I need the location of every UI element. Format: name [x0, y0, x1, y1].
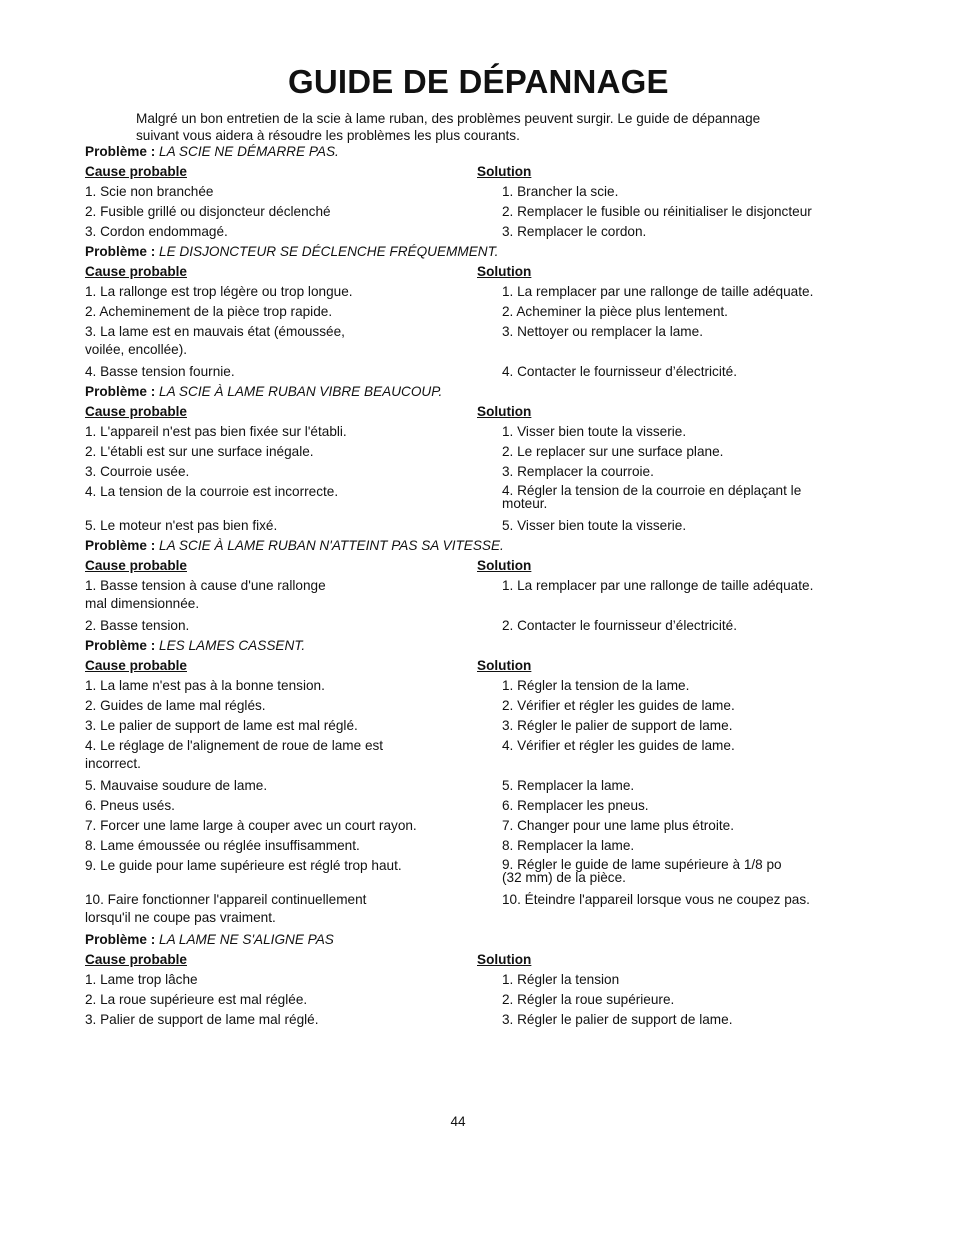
solution-column-header	[477, 658, 855, 674]
solution-line: 4. Contacter le fournisseur d’électricité.	[502, 364, 737, 379]
table-row	[85, 816, 855, 836]
table-row	[85, 736, 855, 756]
cause-cell	[85, 284, 477, 300]
cause-text: 6. Pneus usés.	[85, 798, 175, 813]
solution-header: Solution	[477, 952, 532, 967]
solution-line: 1. Brancher la scie.	[502, 184, 619, 199]
solution-line: 1. Régler la tension de la lame.	[502, 678, 690, 693]
intro-paragraph	[136, 110, 826, 144]
table-row	[85, 616, 855, 636]
solution-text	[502, 184, 855, 200]
table-row-continuation	[85, 756, 855, 776]
cause-text: 2. La roue supérieure est mal réglée.	[85, 992, 308, 1007]
solution-line: 2. Vérifier et régler les guides de lame.	[502, 698, 735, 713]
solution-line: 1. Régler la tension	[502, 972, 620, 987]
solution-line: 5. Visser bien toute la visserie.	[502, 518, 687, 533]
problem-section	[85, 382, 855, 536]
column-header-row	[85, 950, 855, 970]
problem-line	[85, 636, 855, 656]
cause-text: 2. Guides de lame mal réglés.	[85, 698, 266, 713]
cause-text: 4. La tension de la courroie est incorrecte.	[85, 484, 339, 499]
solution-cell	[477, 284, 855, 300]
solution-cell	[477, 778, 855, 794]
cause-column-header	[85, 404, 477, 420]
table-row	[85, 202, 855, 222]
problem-text: LA SCIE À LAME RUBAN VIBRE BEAUCOUP.	[159, 384, 443, 399]
solution-text	[502, 518, 855, 534]
table-row	[85, 182, 855, 202]
cause-text: 4. Basse tension fournie.	[85, 364, 235, 379]
solution-text	[502, 1012, 855, 1028]
cause-cell	[85, 484, 477, 500]
table-row	[85, 516, 855, 536]
table-row	[85, 322, 855, 342]
solution-cell	[477, 518, 855, 534]
solution-line: 8. Remplacer la lame.	[502, 838, 635, 853]
solution-line: 1. La remplacer par une rallonge de taille adéquate.	[502, 284, 814, 299]
cause-text: mal dimensionnée.	[85, 596, 200, 611]
cause-cell	[85, 324, 477, 340]
table-row	[85, 776, 855, 796]
solution-cell	[477, 798, 855, 814]
solution-text	[502, 678, 855, 694]
solution-cell	[477, 484, 855, 510]
problem-line	[85, 142, 855, 162]
solution-header: Solution	[477, 658, 532, 673]
cause-cell	[85, 224, 477, 240]
problem-text: LA LAME NE S'ALIGNE PAS	[159, 932, 334, 947]
solution-header: Solution	[477, 164, 532, 179]
table-row	[85, 362, 855, 382]
column-header-row	[85, 402, 855, 422]
cause-header: Cause probable	[85, 558, 187, 573]
cause-text: 1. La lame n'est pas à la bonne tension.	[85, 678, 325, 693]
solution-cell	[477, 304, 855, 320]
problem-line	[85, 930, 855, 950]
solution-cell	[477, 858, 855, 884]
problem-section	[85, 930, 855, 1030]
cause-text: 9. Le guide pour lame supérieure est réglé trop haut.	[85, 858, 402, 873]
problem-text: LE DISJONCTEUR SE DÉCLENCHE FRÉQUEMMENT.	[159, 244, 499, 259]
cause-cell	[85, 910, 477, 926]
table-row-continuation	[85, 342, 855, 362]
solution-text	[502, 892, 855, 908]
solution-line: 1. La remplacer par une rallonge de taille adéquate.	[502, 578, 814, 593]
table-row	[85, 442, 855, 462]
cause-cell	[85, 342, 477, 358]
cause-cell	[85, 618, 477, 634]
problem-label: Problème :	[85, 638, 160, 653]
solution-text	[502, 838, 855, 854]
cause-cell	[85, 778, 477, 794]
cause-cell	[85, 424, 477, 440]
cause-text: 2. Fusible grillé ou disjoncteur déclenché	[85, 204, 331, 219]
troubleshooting-table	[85, 142, 855, 1030]
cause-cell	[85, 892, 477, 908]
cause-cell	[85, 738, 477, 754]
solution-cell	[477, 424, 855, 440]
solution-line: 10. Éteindre l'appareil lorsque vous ne coupez pas.	[502, 892, 810, 907]
solution-cell	[477, 992, 855, 1008]
cause-cell	[85, 698, 477, 714]
cause-cell	[85, 304, 477, 320]
cause-cell	[85, 718, 477, 734]
solution-text	[502, 224, 855, 240]
cause-text: 5. Le moteur n'est pas bien fixé.	[85, 518, 278, 533]
cause-text: 3. Palier de support de lame mal réglé.	[85, 1012, 319, 1027]
problem-text: LES LAMES CASSENT.	[159, 638, 306, 653]
cause-cell	[85, 678, 477, 694]
solution-line: 7. Changer pour une lame plus étroite.	[502, 818, 734, 833]
solution-line: 1. Visser bien toute la visserie.	[502, 424, 687, 439]
problem-section	[85, 536, 855, 636]
solution-line: 4. Régler la tension de la courroie en déplaçant le	[502, 483, 802, 498]
table-row	[85, 856, 855, 890]
solution-text	[502, 972, 855, 988]
solution-text	[502, 818, 855, 834]
table-row	[85, 462, 855, 482]
problem-text: LA SCIE NE DÉMARRE PAS.	[159, 144, 339, 159]
cause-text: 1. Basse tension à cause d'une rallonge	[85, 578, 326, 593]
solution-text	[502, 284, 855, 300]
table-row	[85, 222, 855, 242]
solution-line: 3. Régler le palier de support de lame.	[502, 1012, 733, 1027]
cause-text: incorrect.	[85, 756, 141, 771]
cause-text: 1. L'appareil n'est pas bien fixée sur l'établi.	[85, 424, 347, 439]
cause-text: 3. Courroie usée.	[85, 464, 190, 479]
solution-text	[502, 618, 855, 634]
cause-column-header	[85, 164, 477, 180]
problem-line	[85, 242, 855, 262]
problem-section	[85, 142, 855, 242]
cause-header: Cause probable	[85, 952, 187, 967]
solution-line: 3. Remplacer la courroie.	[502, 464, 654, 479]
solution-cell	[477, 1012, 855, 1028]
table-row	[85, 716, 855, 736]
table-row	[85, 302, 855, 322]
solution-line: 9. Régler le guide de lame supérieure à 1/8 po	[502, 857, 782, 872]
cause-text: 2. Acheminement de la pièce trop rapide.	[85, 304, 333, 319]
problem-line	[85, 536, 855, 556]
cause-cell	[85, 972, 477, 988]
cause-cell	[85, 464, 477, 480]
solution-header: Solution	[477, 404, 532, 419]
solution-line: (32 mm) de la pièce.	[502, 870, 626, 885]
table-row	[85, 990, 855, 1010]
cause-column-header	[85, 264, 477, 280]
table-row	[85, 836, 855, 856]
solution-column-header	[477, 264, 855, 280]
cause-text: 1. Lame trop lâche	[85, 972, 198, 987]
table-row	[85, 890, 855, 910]
solution-line: moteur.	[502, 496, 548, 511]
solution-text	[502, 444, 855, 460]
cause-cell	[85, 992, 477, 1008]
intro-line: Malgré un bon entretien de la scie à lame ruban, des problèmes peuvent surgir. Le guide de dépannage	[136, 111, 761, 126]
cause-cell	[85, 1012, 477, 1028]
table-row	[85, 422, 855, 442]
column-header-row	[85, 656, 855, 676]
solution-line: 2. Le replacer sur une surface plane.	[502, 444, 724, 459]
table-row	[85, 970, 855, 990]
cause-text: 3. La lame est en mauvais état (émoussée,	[85, 324, 345, 339]
solution-text	[502, 484, 855, 510]
page-number: 44	[450, 1114, 466, 1129]
column-header-row	[85, 162, 855, 182]
cause-header: Cause probable	[85, 264, 187, 279]
table-row	[85, 676, 855, 696]
cause-cell	[85, 518, 477, 534]
solution-cell	[477, 892, 855, 908]
cause-text: 1. Scie non branchée	[85, 184, 214, 199]
solution-line: 2. Contacter le fournisseur d’électricité.	[502, 618, 737, 633]
solution-text	[502, 778, 855, 794]
solution-cell	[477, 698, 855, 714]
solution-line: 2. Acheminer la pièce plus lentement.	[502, 304, 728, 319]
cause-cell	[85, 578, 477, 594]
page-title: GUIDE DE DÉPANNAGE	[288, 63, 669, 100]
solution-header: Solution	[477, 558, 532, 573]
problem-label: Problème :	[85, 538, 160, 553]
problem-label: Problème :	[85, 384, 160, 399]
cause-text: 2. Basse tension.	[85, 618, 190, 633]
table-row	[85, 282, 855, 302]
cause-column-header	[85, 558, 477, 574]
cause-column-header	[85, 658, 477, 674]
solution-text	[502, 204, 855, 220]
table-row-continuation	[85, 910, 855, 930]
solution-line: 3. Nettoyer ou remplacer la lame.	[502, 324, 703, 339]
cause-cell	[85, 444, 477, 460]
solution-cell	[477, 678, 855, 694]
solution-text	[502, 698, 855, 714]
cause-text: lorsqu'il ne coupe pas vraiment.	[85, 910, 276, 925]
problem-section	[85, 242, 855, 382]
cause-cell	[85, 838, 477, 854]
solution-line: 4. Vérifier et régler les guides de lame.	[502, 738, 735, 753]
solution-line: 6. Remplacer les pneus.	[502, 798, 649, 813]
intro-line: suivant vous aidera à résoudre les problèmes les plus courants.	[136, 128, 520, 143]
problem-label: Problème :	[85, 144, 160, 159]
solution-cell	[477, 464, 855, 480]
table-row	[85, 482, 855, 516]
cause-cell	[85, 204, 477, 220]
solution-cell	[477, 184, 855, 200]
solution-cell	[477, 738, 855, 754]
cause-header: Cause probable	[85, 164, 187, 179]
cause-text: 1. La rallonge est trop légère ou trop longue.	[85, 284, 353, 299]
cause-text: 5. Mauvaise soudure de lame.	[85, 778, 268, 793]
solution-text	[502, 304, 855, 320]
solution-text	[502, 464, 855, 480]
cause-cell	[85, 798, 477, 814]
problem-line	[85, 382, 855, 402]
solution-cell	[477, 204, 855, 220]
problem-label: Problème :	[85, 244, 160, 259]
solution-cell	[477, 818, 855, 834]
cause-header: Cause probable	[85, 658, 187, 673]
problem-text: LA SCIE À LAME RUBAN N'ATTEINT PAS SA VITESSE.	[159, 538, 504, 553]
solution-line: 2. Remplacer le fusible ou réinitialiser le disjoncteur	[502, 204, 812, 219]
solution-cell	[477, 718, 855, 734]
cause-cell	[85, 756, 477, 772]
cause-cell	[85, 818, 477, 834]
table-row	[85, 576, 855, 596]
cause-text: voilée, encollée).	[85, 342, 188, 357]
problem-section	[85, 636, 855, 930]
solution-text	[502, 424, 855, 440]
solution-cell	[477, 324, 855, 340]
solution-column-header	[477, 164, 855, 180]
cause-text: 2. L'établi est sur une surface inégale.	[85, 444, 314, 459]
solution-line: 2. Régler la roue supérieure.	[502, 992, 675, 1007]
table-row	[85, 796, 855, 816]
solution-cell	[477, 578, 855, 594]
solution-cell	[477, 838, 855, 854]
solution-text	[502, 324, 855, 340]
cause-header: Cause probable	[85, 404, 187, 419]
solution-text	[502, 364, 855, 380]
solution-cell	[477, 224, 855, 240]
solution-cell	[477, 972, 855, 988]
solution-cell	[477, 444, 855, 460]
cause-text: 7. Forcer une lame large à couper avec un court rayon.	[85, 818, 417, 833]
solution-line: 5. Remplacer la lame.	[502, 778, 635, 793]
solution-text	[502, 798, 855, 814]
solution-column-header	[477, 558, 855, 574]
solution-text	[502, 858, 855, 884]
solution-text	[502, 992, 855, 1008]
table-row-continuation	[85, 596, 855, 616]
column-header-row	[85, 556, 855, 576]
solution-text	[502, 578, 855, 594]
solution-header: Solution	[477, 264, 532, 279]
cause-cell	[85, 596, 477, 612]
problem-label: Problème :	[85, 932, 160, 947]
cause-text: 4. Le réglage de l'alignement de roue de lame est	[85, 738, 384, 753]
table-row	[85, 696, 855, 716]
column-header-row	[85, 262, 855, 282]
solution-cell	[477, 618, 855, 634]
cause-cell	[85, 184, 477, 200]
cause-cell	[85, 858, 477, 874]
cause-text: 3. Le palier de support de lame est mal réglé.	[85, 718, 358, 733]
solution-line: 3. Remplacer le cordon.	[502, 224, 647, 239]
solution-column-header	[477, 404, 855, 420]
cause-cell	[85, 364, 477, 380]
cause-text: 8. Lame émoussée ou réglée insuffisamment.	[85, 838, 360, 853]
cause-text: 10. Faire fonctionner l'appareil continuellement	[85, 892, 367, 907]
cause-column-header	[85, 952, 477, 968]
cause-text: 3. Cordon endommagé.	[85, 224, 228, 239]
solution-text	[502, 718, 855, 734]
solution-line: 3. Régler le palier de support de lame.	[502, 718, 733, 733]
solution-cell	[477, 364, 855, 380]
table-row	[85, 1010, 855, 1030]
solution-text	[502, 738, 855, 754]
solution-column-header	[477, 952, 855, 968]
